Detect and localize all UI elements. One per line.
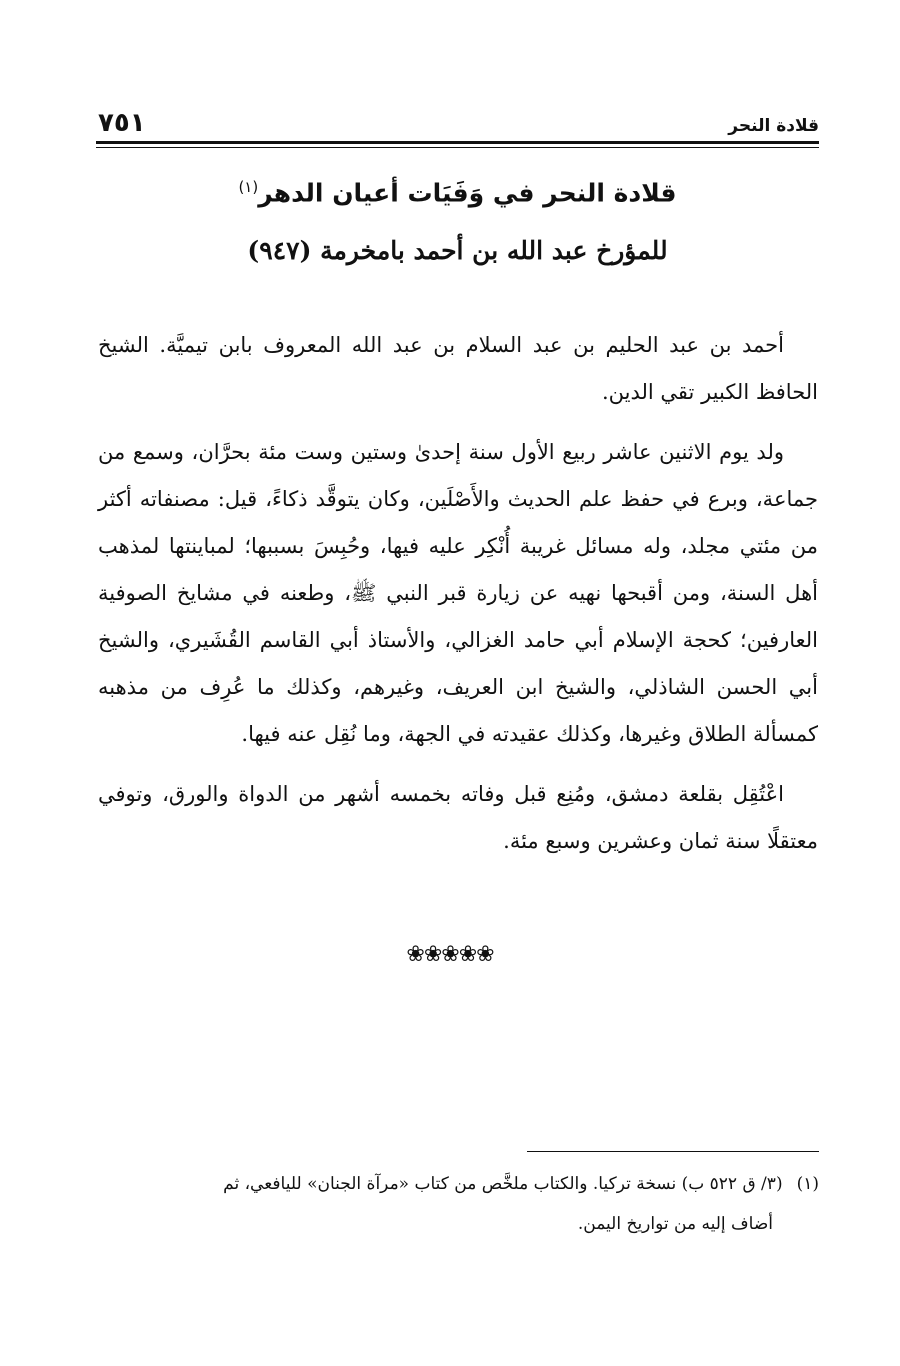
- header-rule-thick: [96, 141, 819, 144]
- chapter-title-text: قلادة النحر في وَفَيَات أعيان الدهر: [258, 178, 677, 208]
- paragraph-2: ولد يوم الاثنين عاشر ربيع الأول سنة إحدىٰ وستين وست مئة بحرَّان، وسمع من جماعة، وبرع في حفظ علم الحديث والأَصْلَين، وكان يتوقَّد ذكاءً، قيل: مصنفاته أكثر من مئتي مجلد، وله مسائل غريبة أُنْكِر عليه فيها، وحُبِسَ بسببها؛ لمباينتها لمذهب أهل السنة، ومن أقبحها نهيه عن زيارة قبر النبي ﷺ، وطعنه في مشايخ الصوفية العارفين؛ كحجة الإسلام أبي حامد الغزالي، والأستاذ أبي القاسم القُشَيري، والشيخ أبي الحسن الشاذلي، والشيخ ابن العريف، وغيرهم، وكذلك ما عُرِف من مذهبه كمسألة الطلاق وغيرها، وكذلك عقيدته في الجهة، وما نُقِل عنه فيها.: [98, 440, 818, 746]
- running-title: قلادة النحر: [728, 116, 819, 136]
- footnote: [110, 1164, 819, 1244]
- footnote-line-1: (٣/ ق ٥٢٢ ب) نسخة تركيا. والكتاب ملخَّص من كتاب «مرآة الجنان» لليافعي، ثم: [223, 1174, 783, 1194]
- body-text: [98, 322, 818, 878]
- footnote-line-2: أضاف إليه من تواريخ اليمن.: [577, 1214, 773, 1234]
- section-end-ornament: ❀❀❀❀❀: [406, 942, 494, 967]
- chapter-title: [96, 178, 819, 207]
- footnote-reference: (١): [238, 178, 259, 196]
- paragraph-3: اعْتُقِل بقلعة دمشق، ومُنِع قبل وفاته بخمسه أشهر من الدواة والورق، وتوفي معتقلًا سنة ثمان وعشرين وسبع مئة.: [98, 782, 818, 853]
- page-number: ٧٥١: [98, 108, 146, 138]
- paragraph-1: أحمد بن عبد الحليم بن عبد السلام بن عبد الله المعروف بابن تيميَّة. الشيخ الحافظ الكبير تقي الدين.: [98, 333, 818, 404]
- author-line: للمؤرخ عبد الله بن أحمد بامخرمة (٩٤٧): [247, 236, 668, 265]
- header-rule-thin: [96, 147, 819, 148]
- footnote-rule: [527, 1151, 819, 1152]
- footnote-marker: (١): [796, 1174, 819, 1194]
